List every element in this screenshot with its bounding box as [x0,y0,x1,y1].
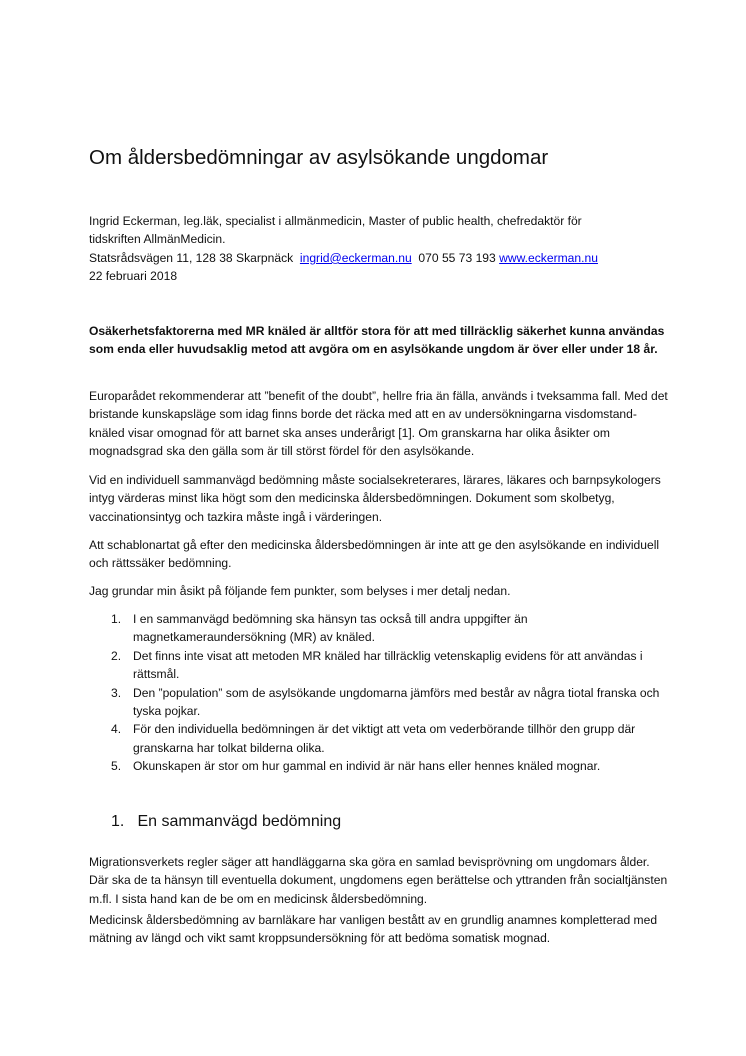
paragraph-4: Jag grundar min åsikt på följande fem punkter, som belyses i mer detalj nedan. [89,584,511,598]
website-link[interactable]: www.eckerman.nu [499,250,598,265]
date: 22 februari 2018 [89,269,178,284]
paragraph-2: Vid en individuell sammanvägd bedömning måste socialsekreterares, lärares, läkares och barnpsykologers intyg värderas minst lika högt som den medicinska åldersbedömningen. Dokument som skolbetyg, vaccinationsintyg och tazkira måste ingå i värderingen. [89,473,661,524]
section-paragraph-1: Migrationsverkets regler säger att handläggarna ska göra en samlad bevisprövning om ungdomars ålder. Där ska de ta hänsyn till eventuella dokument, ungdomens egen berättelse och yttranden från socialtjänsten m.fl. I sista hand kan de be om en medicinsk åldersbedömning. [89,855,668,906]
list-item: 2. Det finns inte visat att metoden MR knäled har tillräcklig vetenskaplig evidens för att användas i rättsmål. [111,648,643,682]
numbered-list [89,610,669,776]
phone: 070 55 73 193 [418,250,496,265]
author-line-1: Ingrid Eckerman, leg.läk, specialist i allmänmedicin, Master of public health, chefredaktör för [89,214,582,228]
list-item: 3. Den ”population” som de asylsökande ungdomarna jämförs med består av några tiotal franska och tyska pojkar. [111,685,660,719]
section-heading [111,813,341,831]
author-line-2: tidskriften AllmänMedicin. [89,232,226,247]
contact-line [89,249,669,267]
list-item: 4. För den individuella bedömningen är det viktigt att veta om vederbörande tillhör den grupp där granskarna har tolkat bilderna olika. [111,722,636,755]
document-title: Om åldersbedömningar av asylsökande ungdomar [89,146,549,169]
section-title: En sammanvägd bedömning [137,813,342,830]
lead-paragraph: Osäkerhetsfaktorerna med MR knäled är alltför stora för att med tillräcklig säkerhet kunna användas som enda eller huvudsaklig metod att avgöra om en asylsökande ungdom är över eller under 18 år. [89,324,665,357]
paragraph-1: Europarådet rekommenderar att ”benefit of the doubt”, hellre fria än fälla, används i tveksamma fall. Med det bristande kunskapsläge som idag finns borde det räcka med att en av undersökningarna visdomstand-knäled visar omognad för att barnet ska anses underårigt [1]. Om granskarna har olika åsikter om mognadsgrad ska den gälla som är till störst fördel för den asylsökande. [89,389,668,459]
section-paragraph-2: Medicinsk åldersbedömning av barnläkare har vanligen bestått av en grundlig anamnes kompletterad med mätning av längd och vikt samt kroppsundersökning för att bedöma somatisk mognad. [89,913,658,946]
list-item: 1. I en sammanvägd bedömning ska hänsyn tas också till andra uppgifter än magnetkameraundersökning (MR) av knäled. [111,612,528,645]
list-item: 5. Okunskapen är stor om hur gammal en individ är när hans eller hennes knäled mognar. [111,759,601,774]
section-number: 1. [111,813,125,830]
paragraph-3: Att schablonartat gå efter den medicinska åldersbedömningen är inte att ge den asylsökande en individuell och rättssäker bedömning. [89,538,660,571]
address: Statsrådsvägen 11, 128 38 Skarpnäck [89,250,294,265]
author-block [89,212,669,286]
email-link[interactable]: ingrid@eckerman.nu [299,250,412,265]
